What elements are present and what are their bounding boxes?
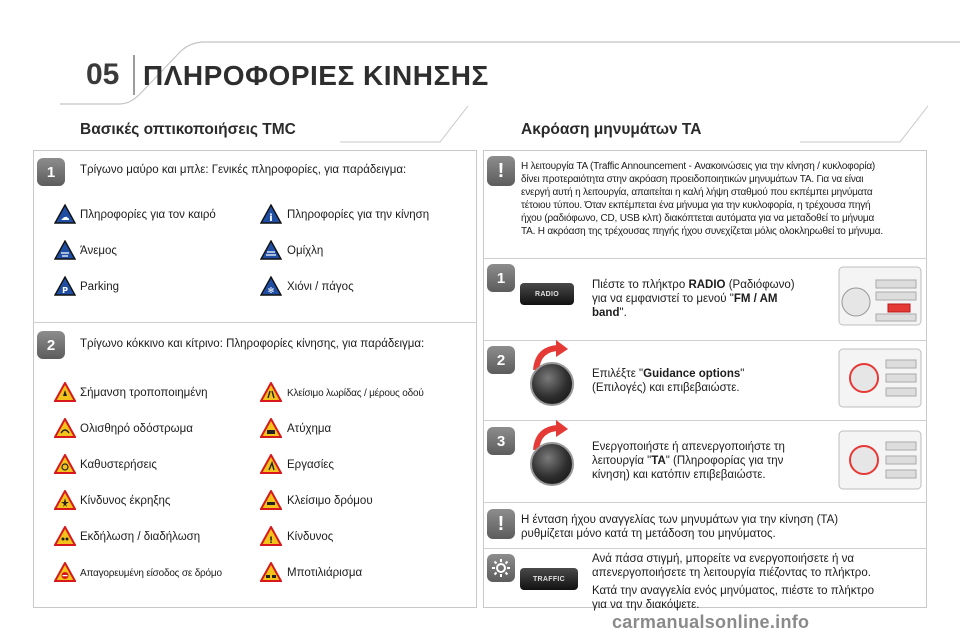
radio-panel-illustration bbox=[838, 266, 922, 326]
right-step-1-line-3: band". bbox=[592, 307, 627, 319]
item-event: Εκδήλωση / διαδήλωση bbox=[80, 531, 201, 543]
item-parking: Parking bbox=[80, 281, 119, 293]
explosion-icon bbox=[54, 490, 76, 510]
step-1-badge: 1 bbox=[37, 158, 65, 186]
gear-icon bbox=[491, 558, 511, 578]
road-closed-icon bbox=[260, 490, 282, 510]
item-lane-closed: Κλείσιμο λωρίδας / μέρους οδού bbox=[287, 388, 424, 399]
item-traffic-info: Πληροφορίες για την κίνηση bbox=[287, 209, 430, 221]
tip-line-1: Ανά πάσα στιγμή, μπορείτε να ενεργοποιήσετε ή να bbox=[592, 553, 854, 565]
right-divider-4 bbox=[483, 502, 927, 503]
snow-icon bbox=[260, 276, 282, 296]
item-road-closed: Κλείσιμο δρόμου bbox=[287, 495, 373, 507]
parking-icon bbox=[54, 276, 76, 296]
volume-note-line-2: ρυθμίζεται μόνο κατά τη μετάδοση του μηνύματος. bbox=[521, 528, 776, 540]
ta-note-line-3: ενεργή αυτή η λειτουργία, απαιτείται η καλή λήψη σταθμού που εκπέμπει μηνύματα bbox=[521, 187, 873, 198]
right-title-rule bbox=[800, 104, 930, 144]
traffic-jam-icon bbox=[260, 562, 282, 582]
item-accident: Ατύχημα bbox=[287, 423, 332, 435]
tip-gear-badge bbox=[487, 554, 515, 582]
chapter-number: 05 bbox=[86, 58, 120, 91]
tip-line-3: Κατά την αναγγελία ενός μηνύματος, πιέστε το πλήκτρο bbox=[592, 585, 875, 597]
right-step-1-badge: 1 bbox=[487, 264, 515, 292]
item-fog: Ομίχλη bbox=[287, 245, 324, 257]
volume-note-badge: ! bbox=[487, 509, 515, 539]
volume-note-line-1: Η ένταση ήχου αναγγελίας των μηνυμάτων για την κίνηση (TA) bbox=[521, 514, 839, 526]
weather-info-icon bbox=[54, 204, 76, 224]
right-divider-5 bbox=[483, 548, 927, 549]
left-section-title: Βασικές οπτικοποιήσεις TMC bbox=[80, 121, 296, 138]
ta-note-line-2: δίνει προτεραιότητα στην ακρόαση προειδοποιητικών μηνυμάτων TA. Για να είναι bbox=[521, 174, 864, 185]
radio-button-image: RADIO bbox=[520, 283, 574, 305]
right-step-2-line-1: Επιλέξτε "Guidance options" bbox=[592, 368, 745, 380]
right-step-1-line-1: Πιέστε το πλήκτρο RADIO (Ραδιόφωνο) bbox=[592, 279, 795, 291]
item-wind: Άνεμος bbox=[80, 245, 117, 257]
item-delays: Καθυστερήσεις bbox=[80, 459, 157, 471]
item-danger: Κίνδυνος bbox=[287, 531, 334, 543]
chapter-title: ΠΛΗΡΟΦΟΡΙΕΣ ΚΙΝΗΣΗΣ bbox=[143, 60, 489, 91]
item-modified-signs: Σήμανση τροποποιημένη bbox=[80, 387, 208, 399]
item-slippery-road: Ολισθηρό οδόστρωμα bbox=[80, 423, 193, 435]
item-weather: Πληροφορίες για τον καιρό bbox=[80, 209, 216, 221]
right-step-2-line-2: (Επιλογές) και επιβεβαιώστε. bbox=[592, 382, 740, 394]
traffic-info-icon bbox=[260, 204, 282, 224]
step-1-intro: Τρίγωνο μαύρο και μπλε: Γενικές πληροφορίες, για παράδειγμα: bbox=[80, 164, 407, 176]
item-traffic-jam: Μποτιλιάρισμα bbox=[287, 567, 363, 579]
delays-icon bbox=[54, 454, 76, 474]
ta-note-line-1: Η λειτουργία TA (Traffic Announcement - Ανακοινώσεις για την κίνηση / κυκλοφορία) bbox=[521, 161, 876, 172]
item-no-entry: Απαγορευμένη είσοδος σε δρόμο bbox=[80, 568, 222, 579]
accident-icon bbox=[260, 418, 282, 438]
left-panel-divider bbox=[33, 322, 477, 323]
ta-note-badge: ! bbox=[487, 156, 515, 186]
slippery-road-icon bbox=[54, 418, 76, 438]
modified-signs-icon bbox=[54, 382, 76, 402]
step-2-intro: Τρίγωνο κόκκινο και κίτρινο: Πληροφορίες κίνησης, για παράδειγμα: bbox=[80, 338, 425, 350]
item-snow: Χιόνι / πάγος bbox=[287, 281, 354, 293]
chapter-separator bbox=[133, 55, 135, 95]
right-section-title: Ακρόαση μηνυμάτων TA bbox=[521, 121, 702, 138]
event-icon bbox=[54, 526, 76, 546]
ta-note-line-5: ήχου (ραδιόφωνο, CD, USB κλπ) διακόπτεται αυτόματα για να μεταδοθεί το μήνυμα bbox=[521, 213, 875, 224]
lane-closed-icon bbox=[260, 382, 282, 402]
knob-panel-illustration-3 bbox=[838, 430, 922, 490]
tip-line-2: απενεργοποιήσετε τη λειτουργία πιέζοντας το πλήκτρο. bbox=[592, 567, 871, 579]
selector-knob-icon-2 bbox=[530, 442, 574, 486]
right-step-1-line-2: για να εμφανιστεί το μενού "FM / AM bbox=[592, 293, 778, 305]
right-step-3-line-3: κίνηση) και κατόπιν επιβεβαιώστε. bbox=[592, 469, 766, 481]
right-step-2-badge: 2 bbox=[487, 346, 515, 374]
svg-text:☁: ☁ bbox=[60, 213, 70, 223]
step-2-badge: 2 bbox=[37, 331, 65, 359]
left-title-rule bbox=[340, 104, 470, 144]
knob-panel-illustration-2 bbox=[838, 348, 922, 408]
right-step-3-line-2: λειτουργία "TA" (Πληροφορίας για την bbox=[592, 455, 784, 467]
item-roadworks: Εργασίες bbox=[287, 459, 334, 471]
ta-note-line-6: TA. Η ακρόαση της τρέχουσας πηγής ήχου συνεχίζεται μόλις ολοκληρωθεί το μήνυμα. bbox=[521, 226, 883, 237]
watermark: carmanualsonline.info bbox=[612, 612, 810, 632]
wind-icon bbox=[54, 240, 76, 260]
right-step-3-badge: 3 bbox=[487, 427, 515, 455]
svg-text:!: ! bbox=[268, 536, 274, 546]
selector-knob-icon bbox=[530, 362, 574, 406]
no-entry-icon bbox=[54, 562, 76, 582]
danger-icon bbox=[260, 526, 282, 546]
ta-note-line-4: τέτοιου τύπου. Όταν εκπέμπεται ένα μήνυμα για την κυκλοφορία, η τρέχουσα πηγή bbox=[521, 200, 871, 211]
svg-text:i: i bbox=[269, 213, 273, 224]
right-divider-1 bbox=[483, 258, 927, 259]
roadworks-icon bbox=[260, 454, 282, 474]
svg-text:✻: ✻ bbox=[267, 286, 275, 295]
fog-icon bbox=[260, 240, 282, 260]
right-step-3-line-1: Ενεργοποιήστε ή απενεργοποιήστε τη bbox=[592, 441, 785, 453]
item-explosion: Κίνδυνος έκρηξης bbox=[80, 495, 171, 507]
svg-text:P: P bbox=[62, 286, 68, 295]
tip-line-4: για να την διακόψετε. bbox=[592, 599, 700, 611]
traffic-button-image: TRAFFIC bbox=[520, 568, 578, 590]
